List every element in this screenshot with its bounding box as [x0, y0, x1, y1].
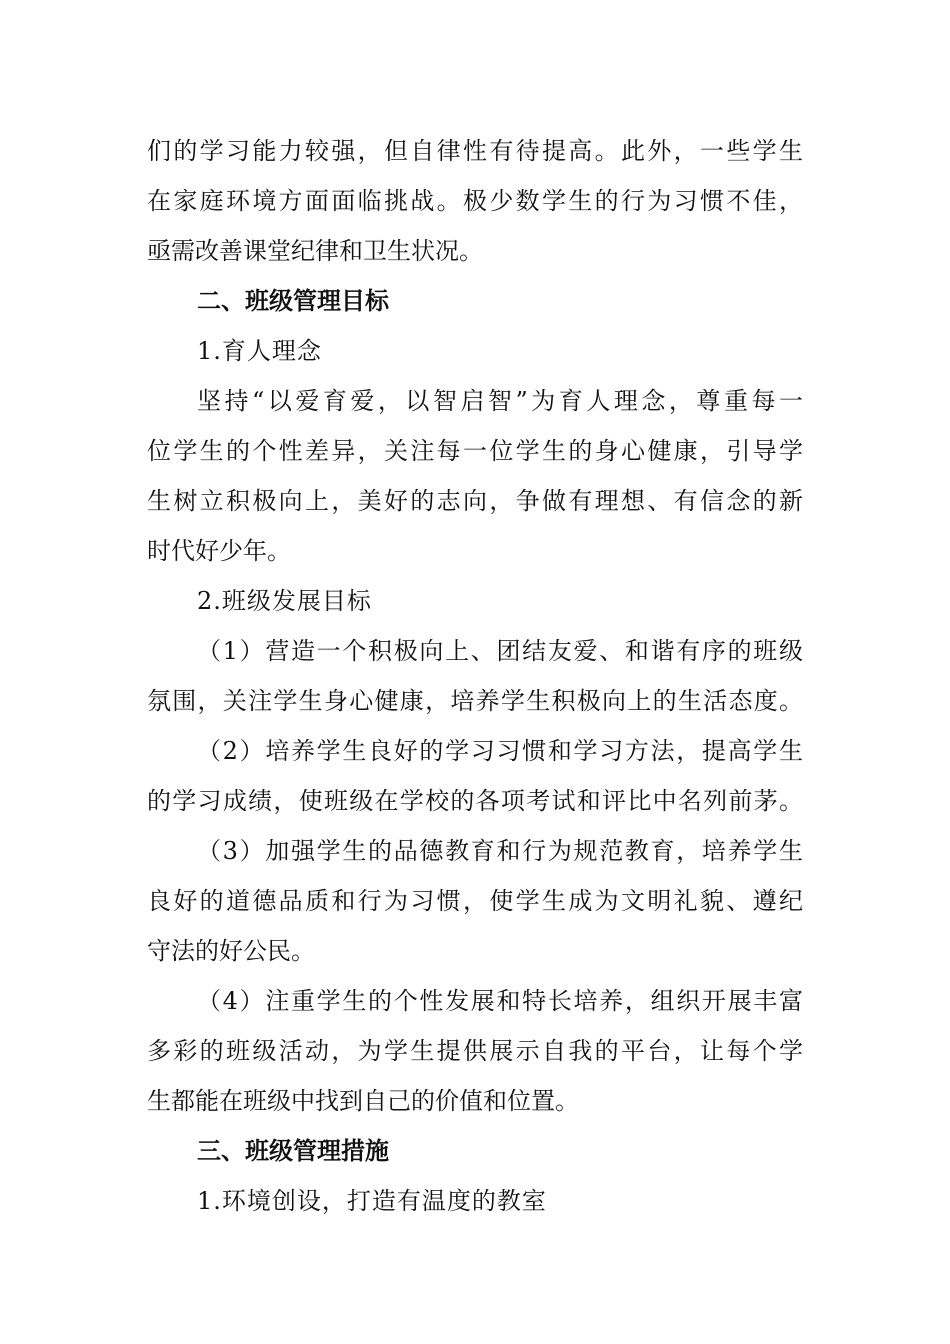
- list-item-line: （3）加强学生的品德教育和行为规范教育，培养学生: [197, 837, 803, 865]
- subsection-heading: 1.环境创设，打造有温度的教室: [197, 1187, 547, 1215]
- list-item-line: 良好的道德品质和行为习惯，使学生成为文明礼貌、遵纪: [147, 887, 803, 915]
- section-heading: 三、班级管理措施: [197, 1137, 389, 1165]
- list-item-line: 多彩的班级活动，为学生提供展示自我的平台，让每个学: [147, 1037, 803, 1065]
- body-text-line: 坚持“以爱育爱，以智启智”为育人理念，尊重每一: [197, 387, 803, 415]
- body-text-line: 位学生的个性差异，关注每一位学生的身心健康，引导学: [147, 437, 803, 465]
- list-item-line: 守法的好公民。: [147, 937, 315, 965]
- list-item-line: 氛围，关注学生身心健康，培养学生积极向上的生活态度。: [147, 687, 803, 715]
- body-text-line: 时代好少年。: [147, 537, 291, 565]
- list-item-line: 的学习成绩，使班级在学校的各项考试和评比中名列前茅。: [147, 787, 803, 815]
- subsection-heading: 1.育人理念: [197, 337, 322, 365]
- body-text-line: 生树立积极向上，美好的志向，争做有理想、有信念的新: [147, 487, 803, 515]
- body-text-line: 亟需改善课堂纪律和卫生状况。: [147, 237, 483, 265]
- body-text-line: 在家庭环境方面面临挑战。极少数学生的行为习惯不佳，: [147, 187, 803, 215]
- list-item-line: （1）营造一个积极向上、团结友爱、和谐有序的班级: [197, 637, 803, 665]
- body-text-line: 们的学习能力较强，但自律性有待提高。此外，一些学生: [147, 137, 803, 165]
- list-item-line: （2）培养学生良好的学习习惯和学习方法，提高学生: [197, 737, 803, 765]
- list-item-line: 生都能在班级中找到自己的价值和位置。: [147, 1087, 579, 1115]
- list-item-line: （4）注重学生的个性发展和特长培养，组织开展丰富: [197, 987, 803, 1015]
- subsection-heading: 2.班级发展目标: [197, 587, 372, 615]
- section-heading: 二、班级管理目标: [197, 287, 389, 315]
